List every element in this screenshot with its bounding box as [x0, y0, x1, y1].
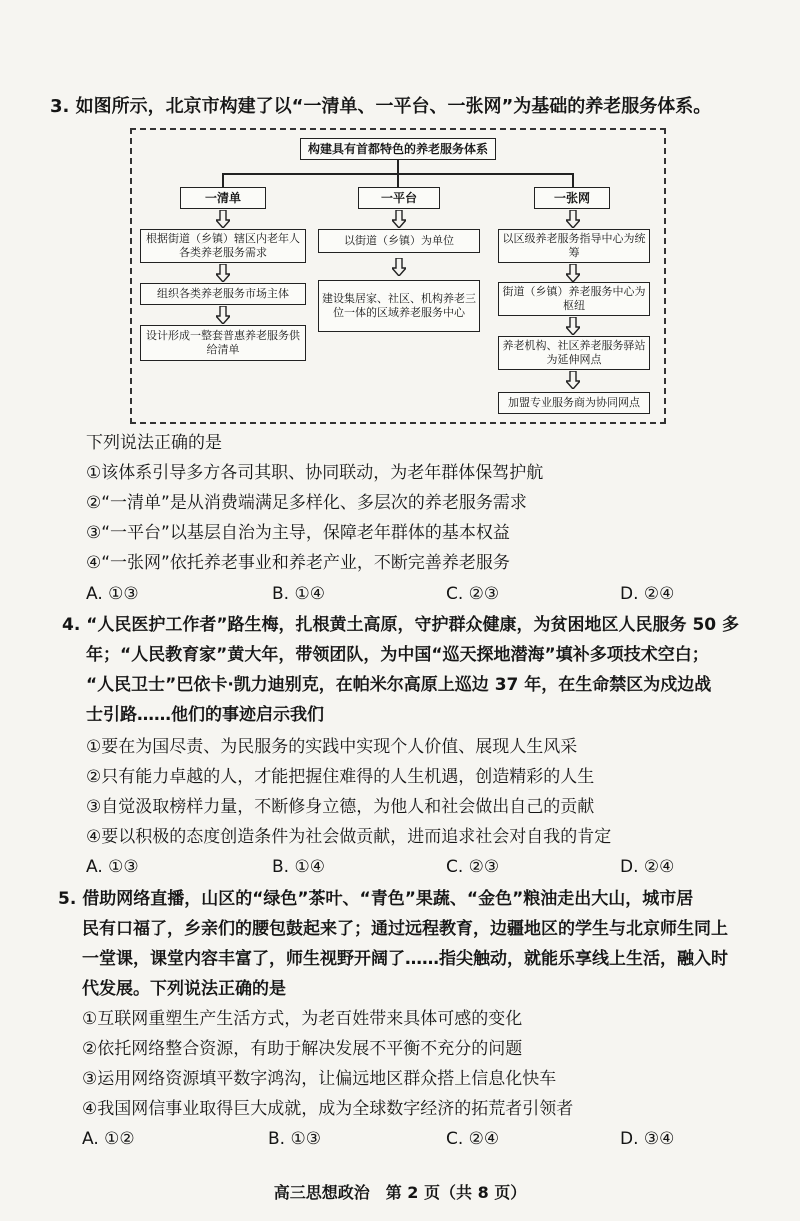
q3-item: ②“一清单”是从消费端满足多样化、多层次的养老服务需求 — [86, 493, 527, 513]
q4-item: ②只有能力卓越的人，才能把握住难得的人生机遇，创造精彩的人生 — [86, 767, 595, 787]
q3-choice-a: A. ①③ — [86, 584, 139, 604]
q5-choice-c: C. ②④ — [446, 1129, 500, 1149]
col2-box2: 建设集居家、社区、机构养老三位一体的区域养老服务中心 — [318, 280, 480, 332]
col3-box3: 养老机构、社区养老服务驿站为延伸网点 — [498, 336, 650, 370]
connector — [397, 160, 399, 174]
down-arrow-icon — [566, 264, 580, 282]
q5-choice-a: A. ①② — [82, 1129, 135, 1149]
down-arrow-icon — [392, 210, 406, 228]
col2-head: 一平台 — [358, 187, 440, 209]
q5-stem-line: 5. 借助网络直播，山区的“绿色”茶叶、“青色”果蔬、“金色”粮油走出大山，城市居 — [58, 889, 694, 909]
q3-diagram — [130, 128, 666, 424]
down-arrow-icon — [566, 210, 580, 228]
q3-choice-b: B. ①④ — [272, 584, 325, 604]
q3-item: ③“一平台”以基层自治为主导，保障老年群体的基本权益 — [86, 523, 510, 543]
q4-item: ③自觉汲取榜样力量，不断修身立德，为他人和社会做出自己的贡献 — [86, 797, 595, 817]
connector — [222, 173, 224, 187]
q4-item: ①要在为国尽责、为民服务的实践中实现个人价值、展现人生风采 — [86, 737, 578, 757]
q3-choice-c: C. ②③ — [446, 584, 500, 604]
page-footer: 高三思想政治 第 2 页（共 8 页） — [273, 1183, 527, 1202]
diagram-title: 构建具有首都特色的养老服务体系 — [300, 138, 496, 160]
q5-choice-b: B. ①③ — [268, 1129, 321, 1149]
col1-box1: 根据街道（乡镇）辖区内老年人各类养老服务需求 — [140, 229, 306, 263]
q4-choice-a: A. ①③ — [86, 857, 139, 877]
q5-item: ③运用网络资源填平数字鸿沟，让偏远地区群众搭上信息化快车 — [82, 1069, 557, 1089]
q4-stem-line: 士引路……他们的事迹启示我们 — [86, 705, 324, 725]
q4-stem-line: “人民卫士”巴依卡·凯力迪别克，在帕米尔高原上巡边 37 年，在生命禁区为戍边战 — [86, 675, 712, 695]
q5-item: ②依托网络整合资源，有助于解决发展不平衡不充分的问题 — [82, 1039, 523, 1059]
col3-head: 一张网 — [534, 187, 610, 209]
q4-choice-c: C. ②③ — [446, 857, 500, 877]
q5-stem-line: 一堂课，课堂内容丰富了，师生视野开阔了……指尖触动，就能乐享线上生活，融入时 — [82, 949, 728, 969]
q4-choice-d: D. ②④ — [620, 857, 675, 877]
q5-stem-line: 民有口福了，乡亲们的腰包鼓起来了；通过远程教育，边疆地区的学生与北京师生同上 — [82, 919, 728, 939]
q3-item: ④“一张网”依托养老事业和养老产业，不断完善养老服务 — [86, 553, 510, 573]
q4-stem-line: 4. “人民医护工作者”路生梅，扎根黄土高原，守护群众健康，为贫困地区人民服务 50 多 — [62, 615, 740, 635]
down-arrow-icon — [392, 258, 406, 276]
q4-choice-b: B. ①④ — [272, 857, 325, 877]
col3-box2: 街道（乡镇）养老服务中心为枢纽 — [498, 282, 650, 316]
q3-choice-d: D. ②④ — [620, 584, 675, 604]
q5-choice-d: D. ③④ — [620, 1129, 675, 1149]
connector — [397, 173, 399, 187]
down-arrow-icon — [566, 317, 580, 335]
down-arrow-icon — [216, 306, 230, 324]
col2-box1: 以街道（乡镇）为单位 — [318, 229, 480, 253]
q5-item: ①互联网重塑生产生活方式，为老百姓带来具体可感的变化 — [82, 1009, 523, 1029]
q4-item: ④要以积极的态度创造条件为社会做贡献，进而追求社会对自我的肯定 — [86, 827, 612, 847]
down-arrow-icon — [566, 371, 580, 389]
col3-box1: 以区级养老服务指导中心为统筹 — [498, 229, 650, 263]
down-arrow-icon — [216, 264, 230, 282]
col1-head: 一清单 — [180, 187, 266, 209]
connector — [572, 173, 574, 187]
q4-stem-line: 年；“人民教育家”黄大年，带领团队，为中国“巡天探地潜海”填补多项技术空白； — [86, 645, 709, 665]
q3-item: ①该体系引导多方各司其职、协同联动，为老年群体保驾护航 — [86, 463, 544, 483]
q5-stem-line: 代发展。下列说法正确的是 — [82, 979, 286, 999]
col1-box2: 组织各类养老服务市场主体 — [140, 283, 306, 305]
q5-item: ④我国网信事业取得巨大成就，成为全球数字经济的拓荒者引领者 — [82, 1099, 574, 1119]
q3-stem: 3. 如图所示，北京市构建了以“一清单、一平台、一张网”为基础的养老服务体系。 — [50, 96, 712, 117]
down-arrow-icon — [216, 210, 230, 228]
col1-box3: 设计形成一整套普惠养老服务供给清单 — [140, 325, 306, 361]
q3-prompt: 下列说法正确的是 — [86, 433, 222, 453]
col3-box4: 加盟专业服务商为协同网点 — [498, 392, 650, 414]
